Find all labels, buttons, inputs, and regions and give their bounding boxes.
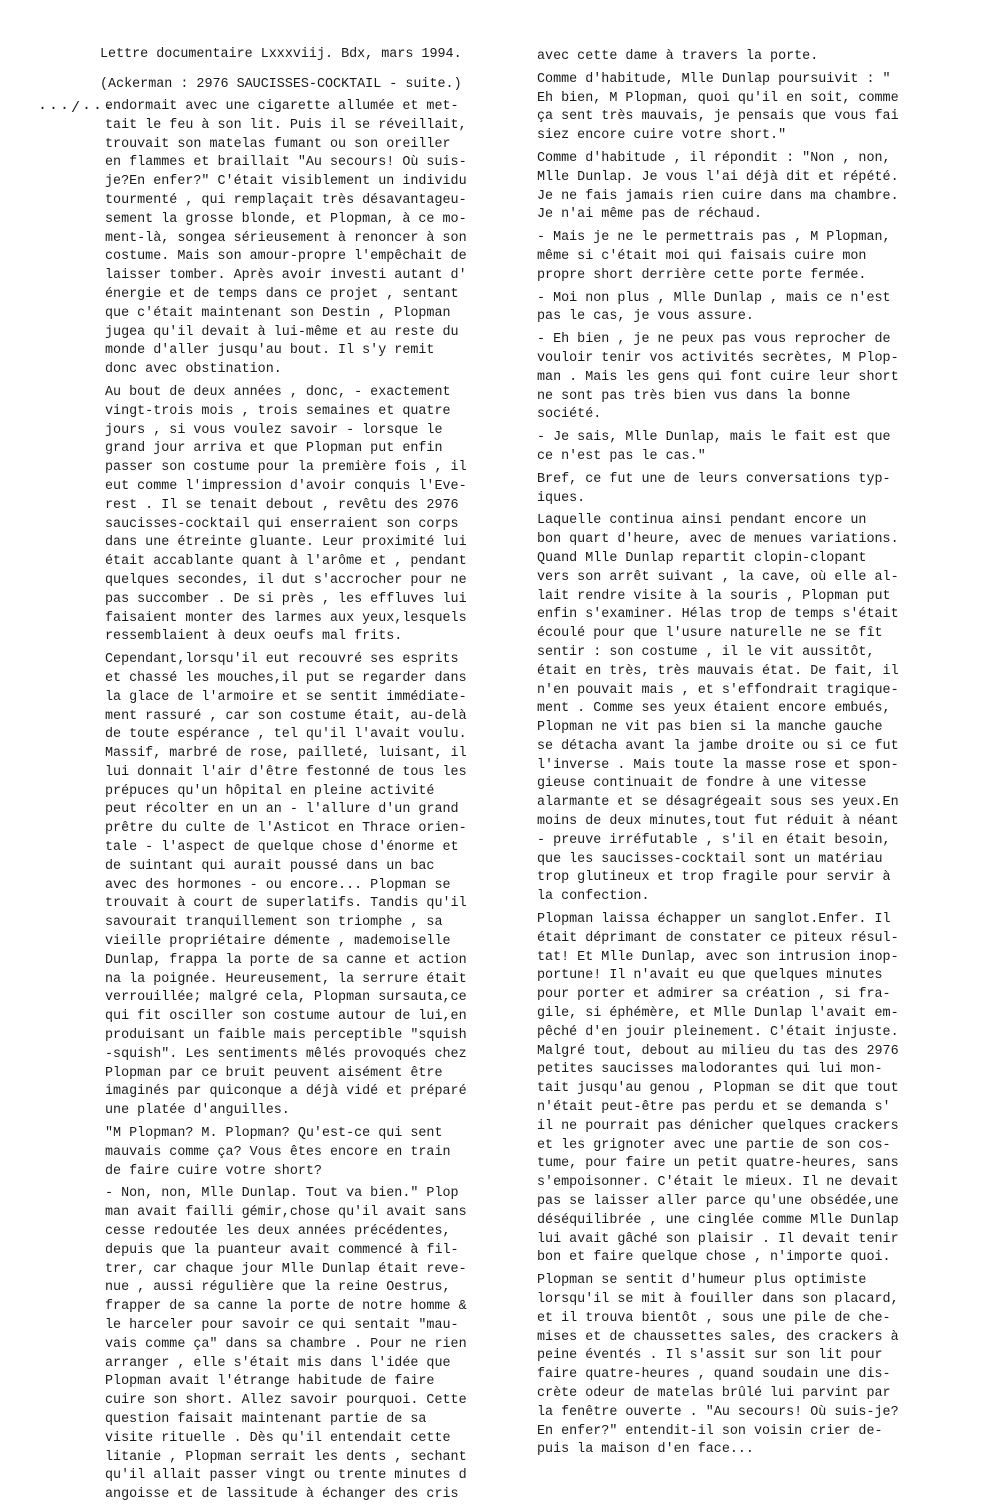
text-line: tait jusqu'au genou , Plopman se dit que tout (537, 1081, 899, 1097)
text-line: et chassé les mouches,il put se regarder dans (105, 670, 467, 686)
text-line: mises et de chaussettes sales, des crackers à (537, 1329, 899, 1345)
text-line: pas succomber . De si près , les effluves lui (105, 591, 467, 607)
text-line: pas se laisser aller parce qu'une obsédée,une (537, 1194, 899, 1210)
text-line: pas le cas, je vous assure. (537, 309, 754, 325)
text-line: quelques secondes, il dut s'accrocher pour ne (105, 572, 467, 588)
text-line: ressemblaient à deux oeufs mal frits. (105, 629, 403, 645)
text-line: nue , aussi régulière que la reine Oestrus, (105, 1280, 451, 1296)
text-line: jugea qu'il devait à lui-même et au reste du (105, 324, 459, 340)
text-line: man . Mais les gens qui font cuire leur short (537, 369, 899, 385)
text-line: vais comme ça" dans sa chambre . Pour ne rien (105, 1336, 467, 1352)
text-line: n'était peut-être pas perdu et se demanda s' (537, 1100, 891, 1116)
text-line: et il trouva bientôt , sous une pile de che- (537, 1310, 891, 1326)
text-line: Plopman par ce bruit peuvent aisément être (105, 1065, 443, 1081)
text-line: était en très, très mauvais état. De fait, il (537, 663, 899, 679)
text-line: que c'était maintenant son Destin , Plopman (105, 305, 451, 321)
text-line: Laquelle continua ainsi pendant encore un (537, 513, 867, 529)
text-line: enfin s'examiner. Hélas trop de temps s'était (537, 607, 899, 623)
text-line: de faire cuire votre short? (105, 1163, 322, 1179)
text-line: société. (537, 407, 602, 423)
text-line: na la poignée. Heureusement, la serrure était (105, 971, 467, 987)
text-line: Cependant,lorsqu'il eut recouvré ses esprits (105, 652, 459, 668)
text-line: siez encore cuire votre short." (537, 128, 787, 144)
text-line: écoulé pour que l'usure naturelle ne se fît (537, 626, 883, 642)
text-line: qu'il allait passer vingt ou trente minutes d (105, 1468, 467, 1484)
text-line: produisant un faible mais perceptible "squish (105, 1028, 467, 1044)
text-line: - Moi non plus , Mlle Dunlap , mais ce n'est (537, 290, 891, 306)
text-line: visite rituelle . Dès qu'il entendait cette (105, 1430, 451, 1446)
text-line: bon quart d'heure, avec de menues variations. (537, 532, 899, 548)
paragraph (537, 225, 967, 285)
text-line: Plopman se sentit d'humeur plus optimiste (537, 1273, 867, 1289)
paragraph (105, 647, 530, 1121)
text-line: litanie , Plopman serrait les dents , sechant (105, 1449, 467, 1465)
text-line: tume, pour faire un petit quatre-heures, sans (537, 1156, 899, 1172)
text-line: En enfer?" entendit-il son voisin crier de- (537, 1423, 883, 1439)
text-line: l'inverse . Mais toute la masse rose et spon- (537, 757, 899, 773)
text-line: monde d'aller jusqu'au bout. Il s'y remit (105, 343, 435, 359)
text-line: Plopman avait l'étrange habitude de faire (105, 1374, 435, 1390)
text-line: - Eh bien , je ne peux pas vous reprocher de (537, 332, 891, 348)
text-line: trer, car chaque jour Mlle Dunlap était reve- (105, 1261, 467, 1277)
text-line: jours , si vous voulez savoir - lorsque le (105, 422, 443, 438)
text-line: costume. Mais son amour-propre l'empêchait de (105, 249, 467, 265)
text-line: prépuces qu'un hôpital en pleine activité (105, 783, 435, 799)
paragraph (537, 146, 967, 225)
text-line: alarmante et se désagrégeait sous ses yeux.En (537, 795, 899, 811)
text-line: énergie et de temps dans ce projet , sentant (105, 286, 459, 302)
paragraph (105, 1181, 530, 1505)
text-line: - Non, non, Mlle Dunlap. Tout va bien." Plop (105, 1186, 459, 1202)
text-line: question faisait maintenant partie de sa (105, 1411, 427, 1427)
text-line: depuis que la puanteur avait commencé à fil- (105, 1242, 459, 1258)
text-line: pour porter et admirer sa création , si fra- (537, 987, 891, 1003)
text-line: - Je sais, Mlle Dunlap, mais le fait est que (537, 430, 891, 446)
text-line: man avait failli gémir,chose qu'il avait sans (105, 1205, 467, 1221)
text-line: pêché d'en jouir pleinement. C'était injuste. (537, 1024, 899, 1040)
text-line: le harceler pour savoir ce qui sentait "mau- (105, 1318, 459, 1333)
text-line: Plopman laissa échapper un sanglot.Enfer. Il (537, 912, 891, 928)
paragraph (537, 286, 967, 328)
text-line: - preuve irréfutable , s'il en était besoin, (537, 832, 891, 848)
text-line: avec des hormones - ou encore... Plopman se (105, 877, 451, 893)
text-line: donc avec obstination. (105, 362, 282, 378)
text-line: Comme d'habitude, Mlle Dunlap poursuivit : " (537, 71, 891, 87)
text-line: Je ne fais jamais rien cuire dans ma chambre. (537, 188, 899, 204)
text-line: et les grignoter avec une partie de son cos- (537, 1137, 891, 1153)
letter-header (100, 44, 520, 96)
text-line: - Mais je ne le permettrais pas , M Plopman, (537, 230, 891, 246)
paragraph (537, 67, 967, 146)
text-line: frapper de sa canne la porte de notre homme & (105, 1299, 467, 1315)
text-line: se détacha avant la jambe droite ou si ce fut (537, 738, 899, 754)
text-line: lorsqu'il se mit à fouiller dans son placard, (537, 1292, 899, 1307)
text-line: cuire son short. Allez savoir pourquoi. Cette (105, 1393, 467, 1409)
text-line: qui fit osciller son costume autour de lui,en (105, 1009, 467, 1025)
text-line: ne sont pas très bien vus dans la bonne (537, 388, 851, 404)
text-line: ment-là, songea sérieusement à renoncer à son (105, 230, 467, 246)
text-line: moins de deux minutes,tout fut réduit à néant (537, 814, 899, 830)
text-line: crète odeur de matelas brûlé lui parvint par (537, 1385, 891, 1401)
text-line: tat! Et Mlle Dunlap, avec son intrusion inop- (537, 949, 899, 965)
margin-continuation-mark: ···/··· (38, 100, 116, 117)
text-line: Quand Mlle Dunlap repartit clopin-clopant (537, 550, 867, 566)
text-line: eut comme l'impression d'avoir conquis l'Eve- (105, 478, 467, 494)
text-line: Massif, marbré de rose, pailleté, luisant, il (105, 746, 467, 762)
paragraph (537, 467, 967, 509)
text-line: Dunlap, frappa la porte de sa canne et action (105, 952, 467, 968)
text-line: verrouillée; malgré cela, Plopman sursauta,ce (105, 990, 467, 1006)
text-line: ce n'est pas le cas." (537, 448, 706, 464)
text-line: vingt-trois mois , trois semaines et quatre (105, 403, 451, 419)
text-line: peut récolter en un an - l'allure d'un grand (105, 802, 459, 818)
text-line: sentir : son costume , il le vit aussitôt, (537, 644, 875, 660)
text-line: Au bout de deux années , donc, - exactement (105, 384, 451, 400)
paragraph (537, 1268, 967, 1460)
left-text-column (105, 98, 530, 1505)
text-line: sement la grosse blonde, et Plopman, à ce mo- (105, 211, 467, 227)
text-line: Eh bien, M Plopman, quoi qu'il en soit, comme (537, 90, 899, 106)
text-line: de toute espérance , tel qu'il l'avait voulu. (105, 727, 467, 743)
text-line: était accablante quant à l'arôme et , pendant (105, 554, 467, 570)
text-line: grand jour arriva et que Plopman put enfin (105, 441, 443, 457)
text-line: Je n'ai même pas de réchaud. (537, 207, 762, 223)
text-line: avec cette dame à travers la porte. (537, 49, 819, 64)
text-line: la glace de l'armoire et se sentit immédiate- (105, 689, 467, 705)
text-line: propre short derrière cette porte fermée. (537, 267, 867, 283)
text-line: Malgré tout, debout au milieu du tas des 2976 (537, 1043, 899, 1059)
text-line: lait rendre visite à la souris , Plopman put (537, 588, 891, 604)
text-line: bon et faire quelque chose , n'importe quoi. (537, 1250, 891, 1266)
text-line: en flammes et braillait "Au secours! Où suis- (105, 155, 467, 171)
text-line: savourait tranquillement son triomphe , sa (105, 915, 443, 931)
text-line: vieille propriétaire démente , mademoiselle (105, 934, 451, 950)
text-line: que les saucisses-cocktail sont un matériau (537, 851, 883, 867)
text-line: dans une étreinte gluante. Leur proximité lui (105, 535, 467, 551)
text-line: tait le feu à son lit. Puis il se réveillait, (105, 117, 467, 133)
text-line: portune! Il n'avait eu que quelques minutes (537, 968, 883, 984)
text-line: rest . Il se tenait debout , revêtu des 2976 (105, 497, 459, 513)
text-line: "M Plopman? M. Plopman? Qu'est-ce qui sent (105, 1126, 443, 1142)
text-line: vouloir tenir vos activités secrètes, M Plop- (537, 350, 899, 366)
paragraph (105, 98, 530, 380)
text-line: s'empoisonner. C'était le mieux. Il ne devait (537, 1175, 899, 1191)
paragraph (537, 425, 967, 467)
right-text-column (537, 48, 967, 1460)
letter-title: Lettre documentaire Lxxxviij. Bdx, mars 1994. (100, 47, 462, 62)
text-line: arranger , elle s'était mis dans l'idée que (105, 1355, 451, 1371)
text-line: la confection. (537, 889, 650, 905)
text-line: tourmenté , qui remplaçait très désavantageu- (105, 192, 467, 208)
paragraph (537, 907, 967, 1268)
text-line: ment rassuré , car son costume était, au-delà (105, 708, 467, 724)
paragraph (537, 508, 967, 907)
text-line: Plopman ne vit pas bien si la manche gauche (537, 720, 883, 736)
text-line: vers son arrêt suivant , la cave, où elle al- (537, 569, 899, 585)
paragraph (105, 380, 530, 647)
text-line: mauvais comme ça? Vous êtes encore en train (105, 1144, 451, 1160)
text-line: tale - l'aspect de quelque chose d'énorme et (105, 840, 459, 856)
text-line: laisser tomber. Après avoir investi autant d' (105, 268, 467, 284)
text-line: n'en pouvait mais , et s'effondrait tragique- (537, 682, 899, 698)
text-line: était déprimant de constater ce piteux résul- (537, 930, 899, 946)
text-line: lui donnait l'air d'être festonné de tous les (105, 764, 467, 780)
text-line: passer son costume pour la première fois , il (105, 460, 467, 476)
text-line: la fenêtre ouverte . "Au secours! Où suis-je? (537, 1404, 899, 1420)
text-line: il ne pourrait pas dénicher quelques crackers (537, 1118, 899, 1134)
text-line: Mlle Dunlap. Je vous l'ai déjà dit et répété. (537, 169, 899, 185)
text-line: iques. (537, 490, 586, 506)
text-line: ça sent très mauvais, je pensais que vous fai (537, 109, 899, 125)
text-line: imaginés par quiconque a déjà vidé et préparé (105, 1084, 467, 1100)
text-line: gile, si éphémère, et Mlle Dunlap l'avait em- (537, 1006, 899, 1022)
text-line: ment . Comme ses yeux étaient encore embués, (537, 701, 891, 717)
text-line: faisaient monter des larmes aux yeux,lesquels (105, 610, 467, 626)
text-line: lui avait gâché son plaisir . Il devait tenir (537, 1231, 899, 1247)
text-line: déséquilibrée , une cinglée comme Mlle Dunlap (537, 1212, 899, 1228)
text-line: Bref, ce fut une de leurs conversations typ- (537, 471, 891, 487)
text-line: cesse redoutée les deux années précédentes, (105, 1224, 451, 1240)
text-line: petites saucisses malodorantes qui lui mon- (537, 1062, 883, 1078)
text-line: même si c'était moi qui faisais cuire mon (537, 248, 867, 264)
text-line: -squish". Les sentiments mêlés provoqués chez (105, 1046, 467, 1062)
text-line: peine éventés . Il s'assit sur son lit pour (537, 1348, 883, 1364)
text-line: angoisse et de lassitude à échanger des cris (105, 1487, 459, 1503)
paragraph (537, 327, 967, 425)
text-line: trop glutineux et trop fragile pour servir à (537, 870, 891, 886)
text-line: trouvait son matelas fumant ou son oreiller (105, 136, 451, 152)
text-line: saucisses-cocktail qui enserraient son corps (105, 516, 459, 532)
text-line: prêtre du culte de l'Asticot en Thrace orien- (105, 821, 467, 837)
text-line: une platée d'anguilles. (105, 1103, 290, 1119)
text-line: de suintant qui aurait poussé dans un bac (105, 858, 435, 874)
text-line: puis la maison d'en face... (537, 1442, 754, 1458)
text-line: Comme d'habitude , il répondit : "Non , non, (537, 150, 891, 166)
text-line: je?En enfer?" C'était visiblement un individu (105, 174, 467, 190)
text-line: gieuse continuait de fondre à une vitesse (537, 776, 867, 792)
text-line: faire quatre-heures , quand soudain une dis- (537, 1367, 891, 1383)
text-line: endormait avec une cigarette allumée et met- (105, 99, 459, 114)
paragraph (105, 1121, 530, 1181)
paragraph (537, 48, 967, 67)
text-line: trouvait à court de superlatifs. Tandis qu'il (105, 896, 467, 912)
letter-subtitle: (Ackerman : 2976 SAUCISSES-COCKTAIL - suite.) (100, 77, 462, 92)
